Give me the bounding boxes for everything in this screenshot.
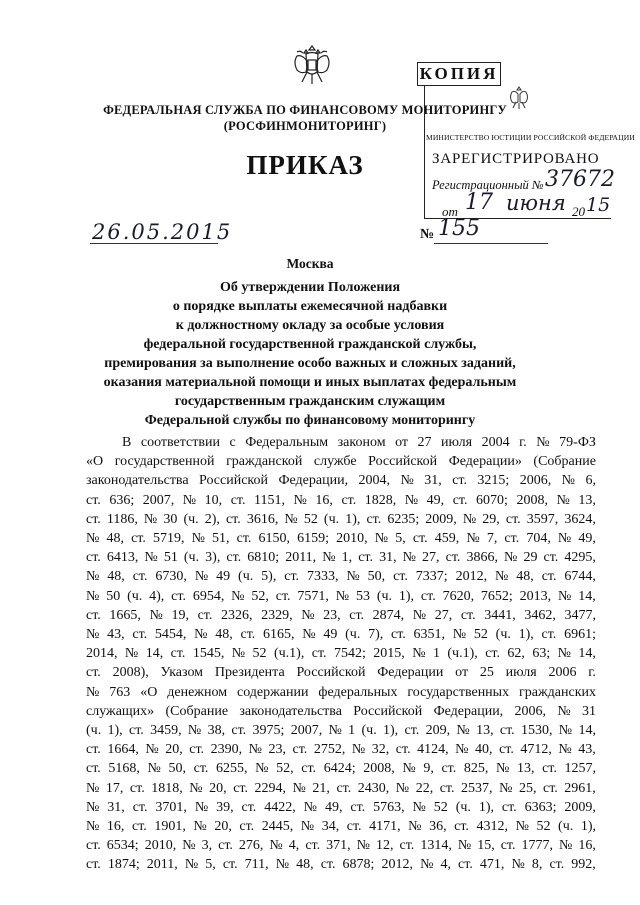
title-line: федеральной государственной гражданской службы, (143, 337, 477, 352)
body-line: № 16, ст. 1901, № 20, ст. 2445, № 34, ст. 4171, № 36, ст. 4312, № 52 (ч. 1), (86, 819, 596, 835)
stamp-reg-number: 37672 (545, 167, 615, 192)
title-line: о порядке выплаты ежемесячной надбавки (172, 299, 448, 314)
body-line: ст. 1186, № 30 (ч. 2), ст. 3616, № 52 (ч. 1), ст. 6235; 2009, № 29, ст. 3597, 3624, (86, 511, 596, 527)
stamp-eagle-icon (508, 84, 530, 110)
stamp-registered: ЗАРЕГИСТРИРОВАНО (432, 151, 600, 167)
document-type-heading: ПРИКАЗ (246, 150, 364, 180)
title-line: премирования за выполнение особо важных и сложных заданий, (104, 356, 516, 371)
body-line: № 763 «О денежном содержании федеральных государственных гражданских (86, 684, 596, 700)
body-line: «О государственной гражданской службе Российской Федерации» (Собрание (86, 454, 596, 470)
title-line: к должностному окладу за особые условия (175, 318, 445, 333)
title-line: оказания материальной помощи и иных выплатах федеральным (103, 375, 517, 390)
body-line: ст. 2008), Указом Президента Российской Федерации от 25 июля 2006 г. (86, 665, 596, 681)
body-line: служащих» (Собрание законодательства Российской Федерации, 2006, № 31 (86, 703, 596, 719)
stamp-reg-day: 17 (465, 190, 493, 215)
body-line: № 50 (ч. 4), ст. 6954, № 52, ст. 7571, № 53 (ч. 1), ст. 7620, 7652; 2013, № 14, (86, 588, 596, 604)
title-line: государственным гражданским служащим (174, 394, 446, 409)
body-line: (ч. 1), ст. 3459, № 38, ст. 3975; 2007, № 1 (ч. 1), ст. 209, № 13, ст. 1530, № 14, (86, 723, 596, 739)
body-text (86, 433, 596, 875)
body-line: ст. 5168, № 50, ст. 6255, № 52, ст. 6424; 2008, № 9, ст. 825, № 13, ст. 1257, (86, 761, 596, 777)
order-title (90, 278, 530, 430)
body-line: законодательства Российской Федерации, 2004, № 31, ст. 3215; 2006, № 6, (86, 473, 596, 489)
body-line: ст. 6534; 2010, № 3, ст. 276, № 4, ст. 371, № 12, ст. 1314, № 15, ст. 1777, № 16, (86, 838, 596, 854)
agency-line-2: (РОСФИНМОНИТОРИНГ) (223, 119, 387, 133)
stamp-reg-number-label: Регистрационный № (432, 178, 544, 192)
body-line: ст. 1664, № 20, ст. 2390, № 23, ст. 2752, № 32, ст. 4124, № 40, ст. 4712, № 43, (86, 742, 596, 758)
stamp-ministry: МИНИСТЕРСТВО ЮСТИЦИИ РОССИЙСКОЙ ФЕДЕРАЦИИ (426, 133, 635, 142)
order-number-label: № (420, 227, 435, 242)
order-number: 155 (438, 216, 480, 241)
body-line: № 31, ст. 3701, № 39, ст. 4422, № 49, ст. 5763, № 52 (ч. 1), ст. 6363; 2009, (86, 799, 596, 815)
body-line: 2014, № 14, ст. 1545, № 52 (ч.1), ст. 7542; 2015, № 1 (ч.1), ст. 62, 63; № 14, (86, 646, 596, 662)
body-line: В соответствии с Федеральным законом от 27 июля 2004 г. № 79-ФЗ (122, 435, 596, 450)
body-line: ст. 1665, № 19, ст. 2326, 2329, № 23, ст. 2874, № 27, ст. 3441, 3462, 3477, (86, 607, 596, 623)
body-line: ст. 636; 2007, № 10, ст. 1151, № 16, ст. 1828, № 49, ст. 6070; 2008, № 13, (86, 492, 596, 508)
body-line: № 48, ст. 6730, № 49 (ч. 5), ст. 7333, № 50, ст. 7337; 2012, № 48, ст. 6744, (86, 569, 596, 585)
body-line: ст. 1874; 2011, № 5, ст. 711, № 48, ст. 6878; 2012, № 4, ст. 471, № 8, ст. 992, (86, 857, 596, 873)
body-line: ст. 6413, № 51 (ч. 3), ст. 6810; 2011, № 1, ст. 31, № 27, ст. 3866, № 29 ст. 4295, (86, 550, 596, 566)
body-line: № 17, ст. 1818, № 20, ст. 2294, № 21, ст. 2430, № 22, ст. 2537, № 25, ст. 2961, (86, 780, 596, 796)
body-line: № 48, ст. 5719, № 51, ст. 6150, 6159; 2010, № 5, ст. 459, № 7, ст. 704, № 49, (86, 531, 596, 547)
body-line: № 43, ст. 5454, № 48, ст. 6165, № 49 (ч. 7), ст. 6351, № 52 (ч. 1), ст. 6961; (86, 627, 596, 643)
agency-line-1: ФЕДЕРАЛЬНАЯ СЛУЖБА ПО ФИНАНСОВОМУ МОНИТОРИНГУ (103, 103, 507, 117)
title-line: Федеральной службы по финансовому мониторингу (144, 413, 476, 428)
city: Москва (286, 256, 334, 271)
order-date-underline (90, 243, 218, 244)
copy-label: КОПИЯ (417, 62, 501, 86)
stamp-reg-year: 15 (586, 194, 611, 216)
double-headed-eagle-icon (289, 40, 335, 90)
order-number-underline (434, 243, 548, 244)
stamp-reg-month: июня (506, 191, 566, 215)
stamp-reg-date-label: от (442, 204, 458, 219)
title-line: Об утверждении Положения (219, 280, 401, 295)
registration-stamp (419, 64, 635, 220)
stamp-reg-year-prefix: 20 (572, 204, 585, 219)
order-date: 26.05.2015 (92, 220, 233, 244)
